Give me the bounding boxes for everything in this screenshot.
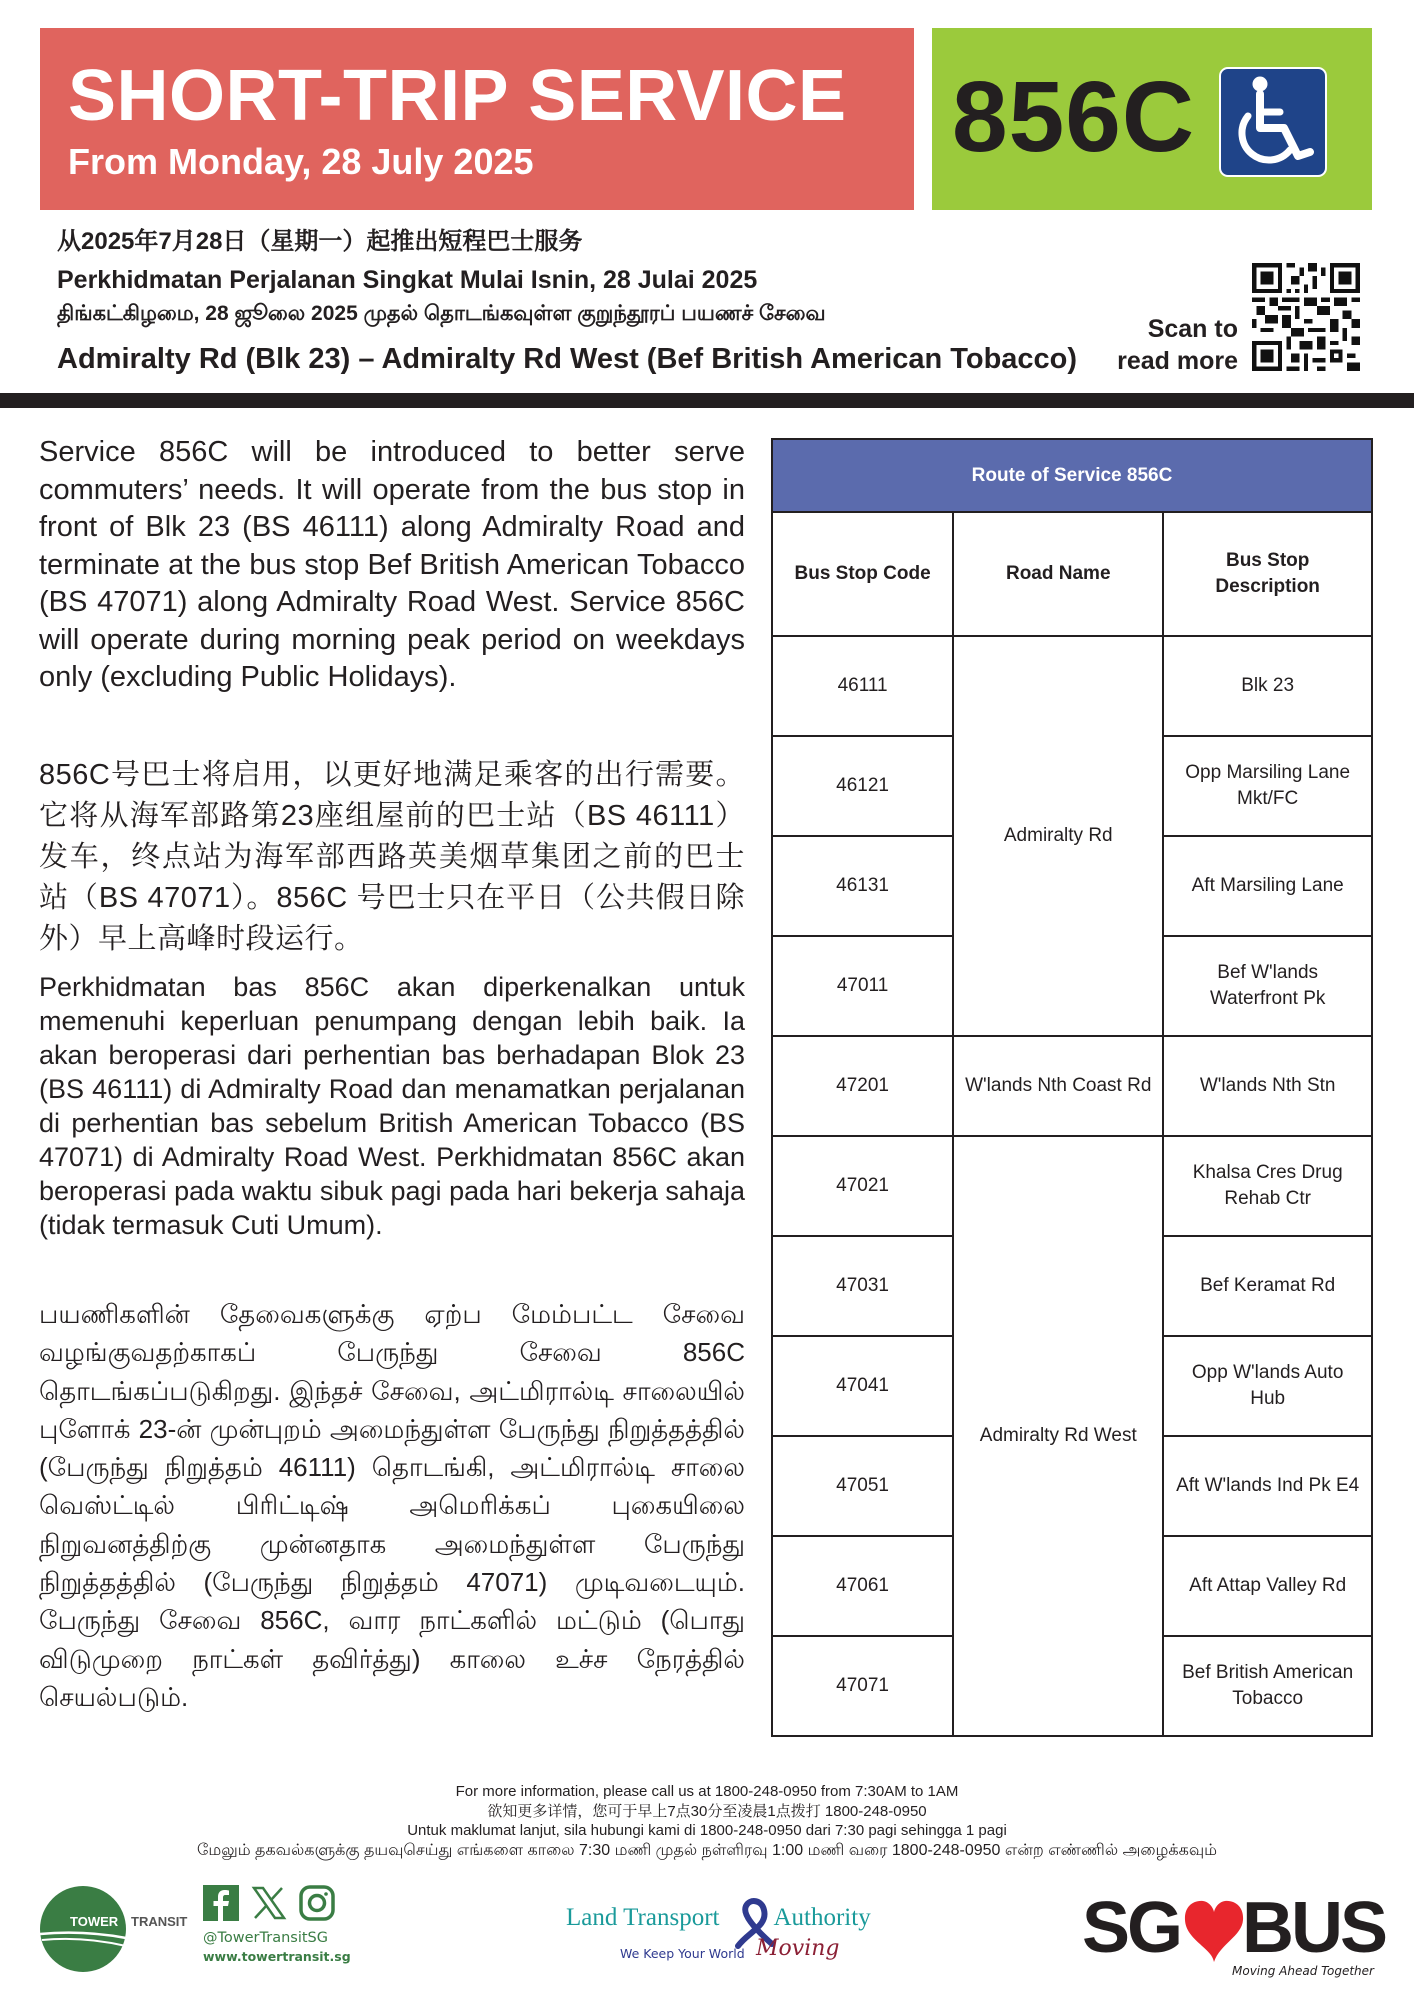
contact-tamil: மேலும் தகவல்களுக்கு தயவுசெய்து எங்களை காலை 7:30 மணி முதல் நள்ளிரவு 1:00 மணி வரை 1800-248-0950 என்ற எண்ணில் அழைக்கவும் xyxy=(196,1841,1218,1859)
bus-stop-description: Bef W'lands Waterfront Pk xyxy=(1163,936,1372,1036)
qr-caption-line1: Scan to xyxy=(1147,315,1238,343)
qr-code[interactable] xyxy=(1252,263,1360,371)
title-banner xyxy=(40,28,914,210)
instagram-icon[interactable] xyxy=(299,1885,335,1921)
sgbus-word-left: SG xyxy=(1082,1888,1181,1968)
tower-transit-word2: TRANSIT xyxy=(131,1914,188,1929)
divider-bar xyxy=(0,393,1414,408)
contact-english: For more information, please call us at 1800-248-0950 from 7:30AM to 1AM xyxy=(455,1783,959,1800)
description-malay: Perkhidmatan bas 856C akan diperkenalkan untuk memenuhi keperluan penumpang dengan lebih baik. Ia akan beroperasi dari perhentian bas berhadapan Blok 23 (BS 46111) di Admiralty Road dan menamatkan perjalanan di perhentian bas sebelum British American Tobacco (BS 47071) di Admiralty Road West. Perkhidmatan 856C akan beroperasi pada waktu sibuk pagi pada hari bekerja sahaja (tidak termasuk Cuti Umum). xyxy=(39,972,745,1240)
x-icon[interactable] xyxy=(251,1885,287,1921)
qr-caption-line2: read more xyxy=(1117,347,1238,375)
column-header-description: Bus Stop Description xyxy=(1163,512,1372,636)
bus-stop-description: Bef British American Tobacco xyxy=(1163,1636,1372,1736)
contact-info xyxy=(0,1782,1414,1860)
bus-stop-description: Blk 23 xyxy=(1163,636,1372,736)
route-table xyxy=(771,438,1373,1737)
subtitle-chinese: 从2025年7月28日（星期一）起推出短程巴士服务 xyxy=(57,228,583,255)
column-header-road: Road Name xyxy=(953,512,1163,636)
column-header-code: Bus Stop Code xyxy=(772,512,953,636)
subtitle-tamil: திங்கட்கிழமை, 28 ஜூலை 2025 முதல் தொடங்கவுள்ள குறுந்தூரப் பயணச் சேவை xyxy=(57,302,826,325)
bus-stop-description: Opp Marsiling Lane Mkt/FC xyxy=(1163,736,1372,836)
bus-stop-description: Opp W'lands Auto Hub xyxy=(1163,1336,1372,1436)
description-chinese: 856C号巴士将启用，以更好地满足乘客的出行需要。它将从海军部路第23座组屋前的巴士站（BS 46111）发车，终点站为海军部西路英美烟草集团之前的巴士站（BS 47071）。856C 号巴士只在平日（公共假日除外）早上高峰时段运行。 xyxy=(39,759,745,955)
bus-stop-description: Bef Keramat Rd xyxy=(1163,1236,1372,1336)
contact-chinese: 欲知更多详情，您可于早上7点30分至凌晨1点拨打 1800-248-0950 xyxy=(487,1802,927,1820)
table-row xyxy=(772,636,1372,736)
sgbus-tagline: Moving Ahead Together xyxy=(1232,1964,1374,1978)
bus-stop-description: Khalsa Cres Drug Rehab Ctr xyxy=(1163,1136,1372,1236)
contact-malay: Untuk maklumat lanjut, sila hubungi kami di 1800-248-0950 dari 7:30 pagi sehingga 1 pagi xyxy=(407,1822,1007,1839)
bus-stop-description: Aft Marsiling Lane xyxy=(1163,836,1372,936)
social-handle[interactable]: @TowerTransitSG xyxy=(203,1930,328,1946)
service-number: 856C xyxy=(952,61,1196,173)
road-name: Admiralty Rd West xyxy=(953,1136,1163,1736)
road-name: W'lands Nth Coast Rd xyxy=(953,1036,1163,1136)
description-english: Service 856C will be introduced to better serve commuters’ needs. It will operate from the bus stop in front of Blk 23 (BS 46111) along Admiralty Road and terminate at the bus stop Bef British American Tobacco (BS 47071) along Admiralty Road West. Service 856C will operate during morning peak period on weekdays only (excluding Public Holidays). xyxy=(39,436,745,693)
lta-tagline: We Keep Your World xyxy=(620,1946,745,1961)
tower-transit-logo xyxy=(38,1884,188,1974)
effective-date: From Monday, 28 July 2025 xyxy=(68,141,534,182)
bus-stop-code: 47201 xyxy=(772,1036,953,1136)
tower-transit-word1: TOWER xyxy=(70,1914,119,1929)
bus-stop-code: 47051 xyxy=(772,1436,953,1536)
tower-transit-social xyxy=(203,1884,353,1966)
bus-stop-code: 47021 xyxy=(772,1136,953,1236)
website-link[interactable]: www.towertransit.sg xyxy=(203,1949,351,1964)
lta-tagline-script: Moving xyxy=(756,1936,840,1961)
route-table-body xyxy=(772,636,1372,1736)
page-title: SHORT-TRIP SERVICE xyxy=(68,56,847,136)
table-row xyxy=(772,1036,1372,1136)
lta-name-left: Land Transport xyxy=(566,1904,720,1931)
route-summary: Admiralty Rd (Blk 23) – Admiralty Rd West (Bef British American Tobacco) xyxy=(57,343,1078,375)
bus-stop-code: 47071 xyxy=(772,1636,953,1736)
subtitle-malay: Perkhidmatan Perjalanan Singkat Mulai Isnin, 28 Julai 2025 xyxy=(57,266,758,294)
road-name: Admiralty Rd xyxy=(953,636,1163,1036)
sgbus-word-right: BUS xyxy=(1242,1888,1386,1968)
service-number-banner xyxy=(932,28,1372,210)
qr-caption xyxy=(1100,313,1238,377)
wheelchair-icon xyxy=(1218,66,1328,178)
description-tamil: பயணிகளின் தேவைகளுக்கு ஏற்ப மேம்பட்ட சேவை வழங்குவதற்காகப் பேருந்து சேவை 856C தொடங்கப்படுகிறது. இந்தச் சேவை, அட்மிரால்டி சாலையில் புளோக் 23-ன் முன்புறம் அமைந்துள்ள பேருந்து நிறுத்தத்தில் (பேருந்து நிறுத்தம் 46111) தொடங்கி, அட்மிரால்டி சாலை வெஸ்ட்டில் பிரிட்டிஷ் அமெரிக்கப் புகையிலை நிறுவனத்திற்கு முன்னதாக அமைந்துள்ள பேருந்து நிறுத்தத்தில் (பேருந்து நிறுத்தம் 47071) முடிவடையும். பேருந்து சேவை 856C, வார நாட்களில் மட்டும் (பொது விடுமுறை நாட்கள் தவிர்த்து) காலை உச்ச நேரத்தில் செயல்படும். xyxy=(39,1299,745,1712)
route-table-title: Route of Service 856C xyxy=(772,439,1372,512)
bus-stop-code: 46121 xyxy=(772,736,953,836)
bus-stop-code: 47041 xyxy=(772,1336,953,1436)
heart-icon xyxy=(1182,1898,1246,1964)
bus-stop-code: 47061 xyxy=(772,1536,953,1636)
sgbus-logo xyxy=(1082,1888,1386,1982)
table-row xyxy=(772,1136,1372,1236)
facebook-icon[interactable] xyxy=(203,1885,239,1921)
bus-stop-description: W'lands Nth Stn xyxy=(1163,1036,1372,1136)
bus-stop-code: 47011 xyxy=(772,936,953,1036)
bus-stop-code: 47031 xyxy=(772,1236,953,1336)
bus-stop-description: Aft W'lands Ind Pk E4 xyxy=(1163,1436,1372,1536)
bus-stop-code: 46131 xyxy=(772,836,953,936)
bus-stop-description: Aft Attap Valley Rd xyxy=(1163,1536,1372,1636)
lta-logo xyxy=(560,1896,871,1976)
lta-name-right: Authority xyxy=(773,1904,871,1931)
bus-stop-code: 46111 xyxy=(772,636,953,736)
